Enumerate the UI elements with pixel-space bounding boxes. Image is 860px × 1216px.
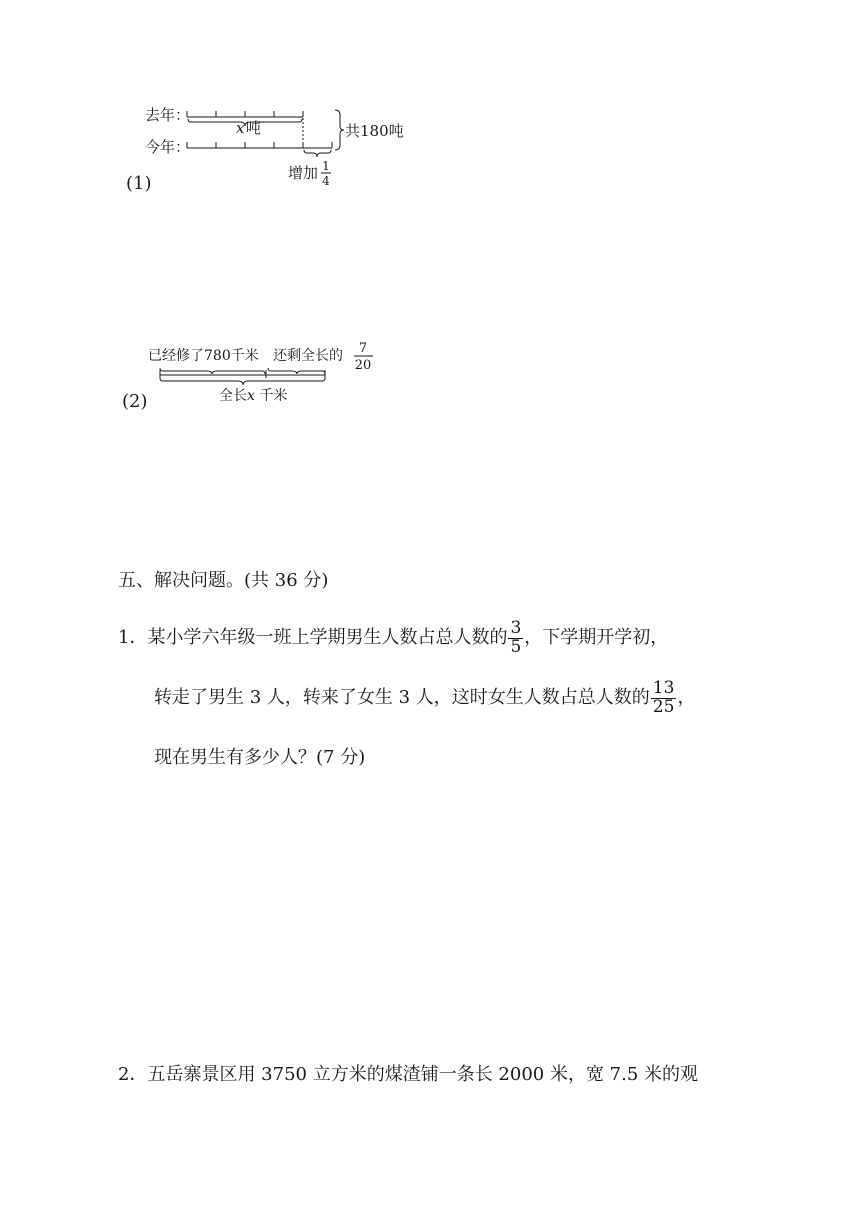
q1-line-2 bbox=[154, 680, 695, 717]
remaining-frac-num: 7 bbox=[358, 341, 368, 356]
total-brace bbox=[335, 110, 344, 150]
last-year-bar bbox=[187, 111, 303, 126]
diagram-1 bbox=[0, 0, 860, 200]
whole-label: 全长x 千米 bbox=[219, 388, 288, 404]
total-label: 共180吨 bbox=[345, 122, 404, 140]
diagram-2 bbox=[0, 330, 860, 420]
increase-frac-num: 1 bbox=[322, 159, 330, 173]
q1-fraction-2: $\frac{13}{25}$ bbox=[652, 678, 675, 717]
remaining-frac-den: 20 bbox=[354, 358, 372, 373]
q1-text-2a: 转走了男生 3 人，转来了女生 3 人，这时女生人数占总人数的 bbox=[154, 687, 650, 709]
x-variable: x bbox=[236, 119, 245, 137]
this-year-label: 今年： bbox=[145, 138, 191, 156]
q2-number: 2． bbox=[118, 1064, 148, 1085]
diagram-2-label: (2) bbox=[122, 391, 148, 412]
increase-label: 增加 bbox=[288, 164, 319, 182]
remaining-label: 还剩全长的 bbox=[273, 348, 343, 364]
last-year-label: 去年： bbox=[145, 106, 191, 124]
q1-line-3: 现在男生有多少人？(7 分) bbox=[154, 747, 366, 768]
repaired-label: 已经修了780千米 bbox=[148, 348, 259, 364]
q2-text-1: 五岳寨景区用 3750 立方米的煤渣铺一条长 2000 米，宽 7.5 米的观 bbox=[147, 1064, 699, 1085]
q2-line-1 bbox=[118, 1066, 698, 1084]
q1-text-1a: 某小学六年级一班上学期男生人数占总人数的 bbox=[147, 627, 508, 649]
q1-text-2b: ， bbox=[677, 687, 696, 709]
section-title: 五、解决问题。(共 36 分) bbox=[118, 570, 329, 591]
q1-line-1 bbox=[118, 620, 668, 657]
increase-frac-den: 4 bbox=[322, 174, 330, 188]
x-unit: 吨 bbox=[246, 119, 262, 137]
segment-braces-top bbox=[160, 368, 325, 374]
q1-number: 1． bbox=[118, 627, 148, 649]
this-year-bar bbox=[187, 142, 332, 157]
q1-fraction-1: $\frac{3}{5}$ bbox=[510, 618, 522, 657]
diagram-1-label: (1) bbox=[126, 173, 152, 194]
whole-brace bbox=[160, 378, 325, 385]
q1-text-1b: ，下学期开学初， bbox=[524, 627, 669, 649]
